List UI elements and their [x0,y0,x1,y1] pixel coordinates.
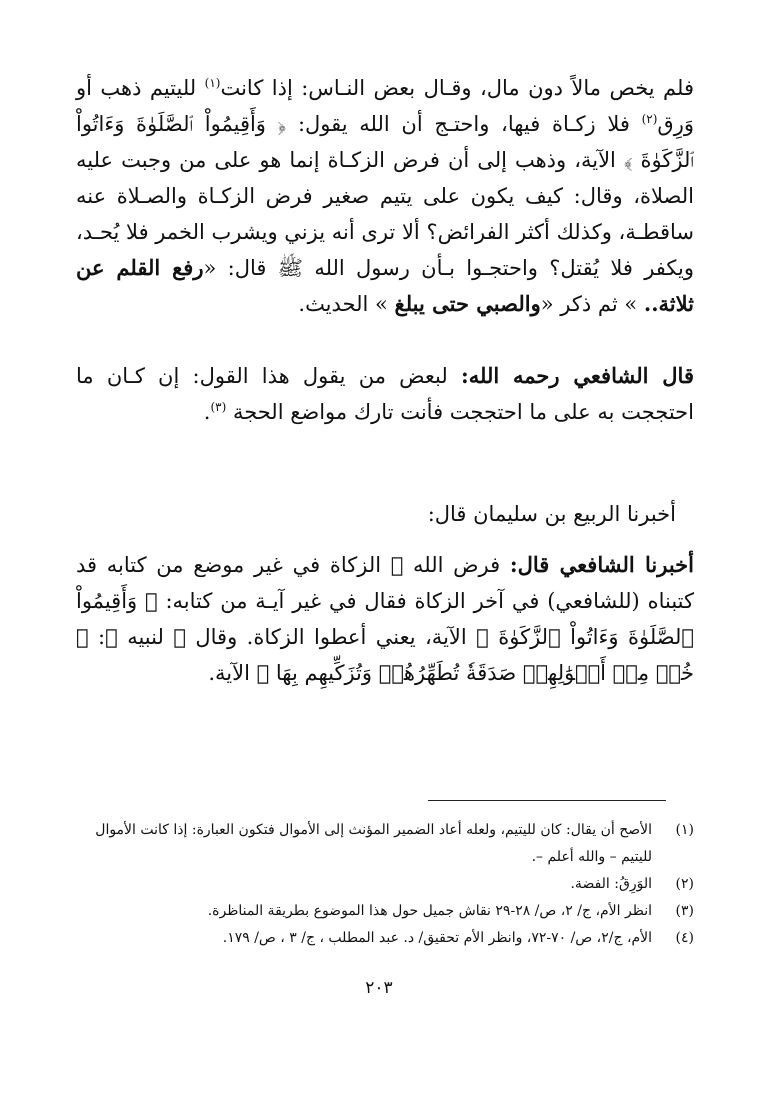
paragraph-1-text-b: لليتيم ذهب أو وَرِق [76,76,694,136]
paragraph-2 [76,358,694,430]
footnote-4 [90,925,694,952]
paragraph-3 [76,496,694,532]
footnote-1-text: الأصح أن يقال: كان لليتيم، ولعله أعاد الضمير المؤنث إلى الأموال فتكون العبارة: إذا كانت الأموال لليتيم – والله أعلم –. [95,822,652,865]
footnote-ref-2[interactable]: (٢) [641,112,658,126]
footnotes [90,817,694,952]
paragraph-2-text-a: لبعض من يقول هذا القول: إن كـان ما احتججت به على ما احتججت فأنت تارك مواضع الحجة [76,364,694,424]
footnote-2 [90,871,694,898]
footnote-2-number: (٢) [675,876,694,892]
footnote-ref-1[interactable]: (١) [204,76,221,90]
footnote-3 [90,898,694,925]
paragraph-1-text-d: » ثم ذكر « [540,292,644,316]
paragraph-4-speaker: أخبرنا الشافعي قال: [509,552,694,577]
paragraph-1 [76,70,694,322]
paragraph-4-text: فرض الله ﷻ الزكاة في غير موضع من كتابه قد كتبناه (للشافعي) في آخر الزكاة فقال في غير آيـة من كتابه: ﴿ وَأَقِيمُواْ ٱلصَّلَوٰةَ وَءَاتُواْ ٱلزَّكَوٰةَ ﴾ الآية، يعني أعطوا الزكاة. وقال ﷻ لنبيه ﷺ: ﴿ خُذۡ مِنۡ أَمۡوَٰلِهِمۡ صَدَقَةٗ تُطَهِّرُهُمۡ وَتُزَكِّيهِم بِهَا ﴾ الآية. [76,553,694,685]
paragraph-3-text: أخبرنا الربيع بن سليمان قال: [427,502,676,526]
footnote-ref-3[interactable]: (٣) [210,400,227,414]
footnote-divider [428,800,666,801]
hadith-quote-2: والصبي حتى يبلغ [394,291,541,316]
footnote-1 [90,817,694,871]
page-number: ٢٠٣ [365,978,393,998]
paragraph-4 [76,547,694,691]
footnote-2-text: الوَرِقُ: الفضة. [570,876,652,892]
hadith-quote-1: رفع القلم عن ثلاثة.. [76,255,694,316]
footnote-1-number: (١) [675,822,694,838]
footnote-4-text: الأم، ج/٢، ص/ ٧٠-٧٢، وانظر الأم تحقيق/ د. عبد المطلب ، ج/ ٣ ، ص/ ١٧٩. [222,930,652,946]
paragraph-1-text-a: فلم يخص مالاً دون مال، وقـال بعض النـاس: إذا كانت [220,76,695,100]
paragraph-1-text-e: » الحديث. [298,292,395,316]
footnote-3-text: انظر الأم، ج/ ٢، ص/ ٢٨-٢٩ نقاش جميل حول هذا الموضوع بطريقة المناظرة. [207,903,652,919]
paragraph-2-text-b: . [203,400,211,424]
paragraph-1-text-c: فلا زكـاة فيها، واحتـج أن الله يقول: ﴿ وَأَقِيمُواْ ٱلصَّلَوٰةَ وَءَاتُواْ ٱلزَّكَوٰةَ ﴾ الآية، وذهب إلى أن فرض الزكـاة إنما هو على من وجبت عليه الصلاة، وقال: كيف يكون على يتيم صغير فرض الزكـاة والصـلاة عنه ساقطـة، وكذلك أكثر الفرائض؟ ألا ترى أنه يزني ويشرب الخمر فلا يُحـد، ويكفر فلا يُقتل؟ واحتجـوا بـأن رسول الله ﷺ قال: « [76,112,695,280]
footnote-4-number: (٤) [675,930,694,946]
footnote-3-number: (٣) [675,903,694,919]
paragraph-2-speaker: قال الشافعي رحمه الله: [460,363,694,388]
